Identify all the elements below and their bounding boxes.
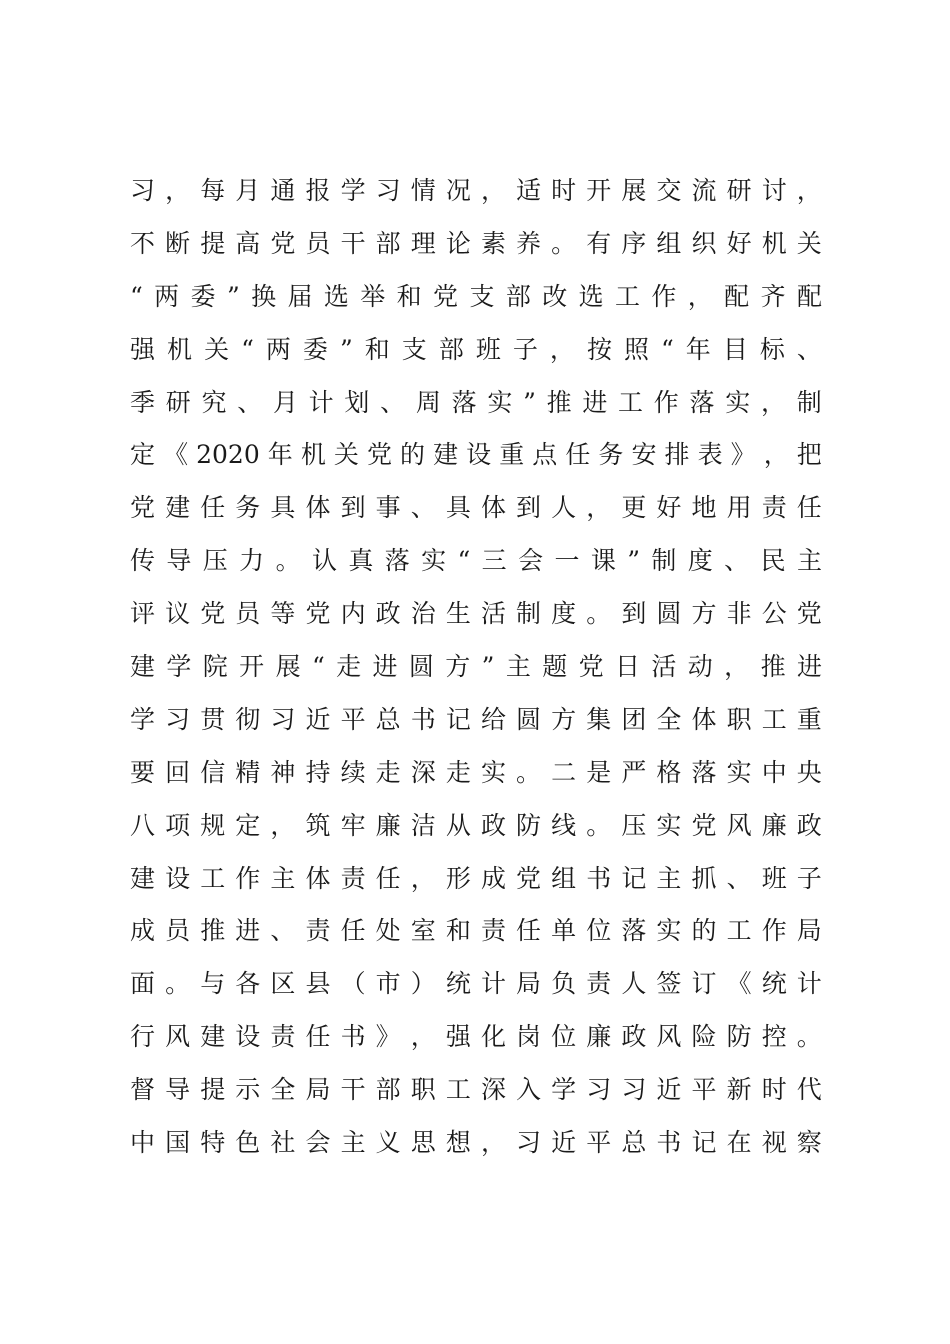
text-line: 建 学 院 开 展 “ 走 进 圆 方 ” 主 题 党 日 活 动 ， 推 进 bbox=[130, 652, 822, 682]
text-line: 传 导 压 力 。 认 真 落 实 “ 三 会 一 课 ” 制 度 、 民 主 bbox=[130, 546, 822, 576]
text-line: 不 断 提 高 党 员 干 部 理 论 素 养 。 有 序 组 织 好 机 关 bbox=[130, 228, 822, 258]
text-line: 行 风 建 设 责 任 书 》 ， 强 化 岗 位 廉 政 风 险 防 控 。 bbox=[130, 1022, 822, 1052]
body-text bbox=[130, 165, 822, 1170]
text-line: 建 设 工 作 主 体 责 任 ， 形 成 党 组 书 记 主 抓 、 班 子 bbox=[130, 863, 822, 893]
text-line: 评 议 党 员 等 党 内 政 治 生 活 制 度 。 到 圆 方 非 公 党 bbox=[130, 599, 822, 629]
text-line: 要 回 信 精 神 持 续 走 深 走 实 。 二 是 严 格 落 实 中 央 bbox=[130, 757, 822, 787]
text-line: 季 研 究 、 月 计 划 、 周 落 实 ” 推 进 工 作 落 实 ， 制 bbox=[130, 387, 822, 417]
text-line: 面 。 与 各 区 县 （ 市 ） 统 计 局 负 责 人 签 订 《 统 计 bbox=[130, 969, 822, 999]
text-line: 八 项 规 定 ， 筑 牢 廉 洁 从 政 防 线 。 压 实 党 风 廉 政 bbox=[130, 810, 822, 840]
text-line: 强 机 关 “ 两 委 ” 和 支 部 班 子 ， 按 照 “ 年 目 标 、 bbox=[130, 334, 822, 364]
text-line: “ 两 委 ” 换 届 选 举 和 党 支 部 改 选 工 作 ， 配 齐 配 bbox=[130, 281, 822, 311]
text-line: 督 导 提 示 全 局 干 部 职 工 深 入 学 习 习 近 平 新 时 代 bbox=[130, 1075, 822, 1105]
text-line: 学 习 贯 彻 习 近 平 总 书 记 给 圆 方 集 团 全 体 职 工 重 bbox=[130, 704, 822, 734]
text-line: 习 ， 每 月 通 报 学 习 情 况 ， 适 时 开 展 交 流 研 讨 ， bbox=[130, 176, 822, 205]
text-line: 党 建 任 务 具 体 到 事 、 具 体 到 人 ， 更 好 地 用 责 任 bbox=[130, 493, 822, 523]
text-line: 定 《 2020 年 机 关 党 的 建 设 重 点 任 务 安 排 表 》 ， 把 bbox=[130, 440, 822, 470]
text-line: 成 员 推 进 、 责 任 处 室 和 责 任 单 位 落 实 的 工 作 局 bbox=[130, 916, 822, 946]
text-line: 中 国 特 色 社 会 主 义 思 想 ， 习 近 平 总 书 记 在 视 察 bbox=[130, 1128, 822, 1158]
